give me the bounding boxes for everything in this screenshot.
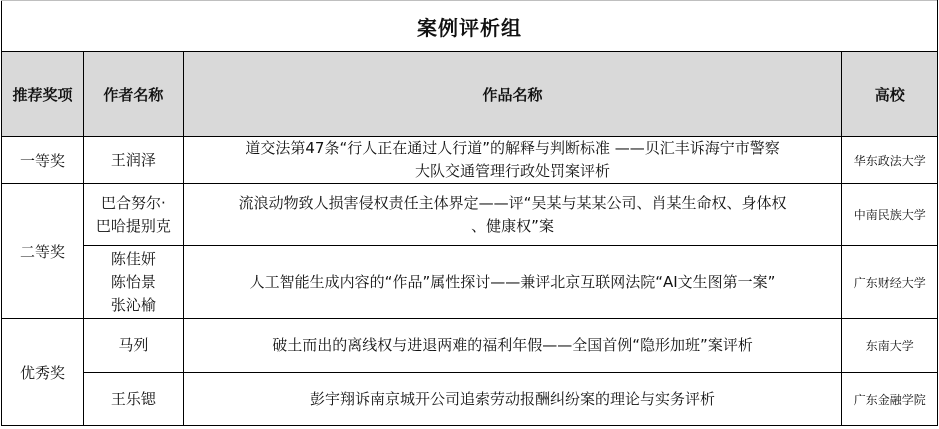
table-title: 案例评析组 xyxy=(2,1,938,52)
table-row xyxy=(2,373,938,426)
work-cell xyxy=(183,373,842,426)
author-cell xyxy=(83,246,183,319)
school-cell: 华东政法大学 xyxy=(842,137,938,184)
author-name: 王润泽 xyxy=(110,150,156,169)
school-cell: 广东金融学院 xyxy=(842,373,938,426)
work-title-line: 人工智能生成内容的“作品”属性探讨——兼评北京互联网法院“AI文生图第一案” xyxy=(249,272,776,291)
work-title-line: 道交法第47条“行人正在通过人行道”的解释与判断标准 ——贝汇丰诉海宁市警察 xyxy=(245,139,780,157)
award-cell: 一等奖 xyxy=(2,137,84,184)
author-cell xyxy=(83,373,183,426)
author-name: 王乐锶 xyxy=(110,389,156,408)
work-title-line: 彭宇翔诉南京城开公司追索劳动报酬纠纷案的理论与实务评析 xyxy=(310,389,716,408)
award-cell: 二等奖 xyxy=(2,184,84,319)
award-table xyxy=(1,0,938,426)
work-cell xyxy=(183,137,842,184)
table-row xyxy=(2,319,938,373)
work-cell xyxy=(183,319,842,373)
school-cell: 东南大学 xyxy=(842,319,938,373)
author-name: 马列 xyxy=(118,336,149,354)
header-award: 推荐奖项 xyxy=(2,52,84,137)
author-cell xyxy=(83,319,183,373)
work-title-line: 破土而出的离线权与进退两难的福利年假——全国首例“隐形加班”案评析 xyxy=(272,336,753,354)
work-title-line: 流浪动物致人损害侵权责任主体界定——评“吴某与某某公司、肖某生命权、身体权 xyxy=(238,193,787,212)
author-name: 巴合努尔· xyxy=(100,193,166,212)
work-title-line: 、健康权”案 xyxy=(471,216,554,235)
header-author: 作者名称 xyxy=(83,52,183,137)
school-cell: 广东财经大学 xyxy=(842,246,938,319)
header-school: 高校 xyxy=(842,52,938,137)
header-work: 作品名称 xyxy=(183,52,842,137)
author-name: 张沁榆 xyxy=(110,295,156,314)
work-cell xyxy=(183,184,842,246)
table-row xyxy=(2,184,938,246)
school-cell: 中南民族大学 xyxy=(842,184,938,246)
author-cell xyxy=(83,137,183,184)
table-row xyxy=(2,137,938,184)
work-cell xyxy=(183,246,842,319)
author-name: 陈怡景 xyxy=(110,272,156,291)
author-name: 巴哈提别克 xyxy=(95,216,171,235)
author-name: 陈佳妍 xyxy=(110,249,156,268)
table-row xyxy=(2,246,938,319)
award-table-sheet xyxy=(1,0,938,427)
author-cell xyxy=(83,184,183,246)
award-cell: 优秀奖 xyxy=(2,319,84,426)
work-title-line: 大队交通管理行政处罚案评析 xyxy=(415,162,611,180)
